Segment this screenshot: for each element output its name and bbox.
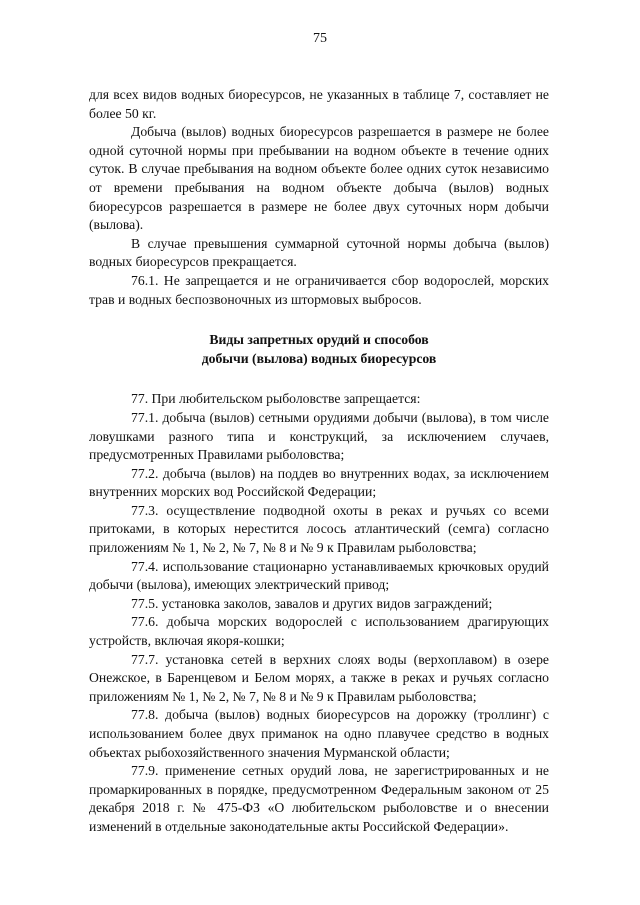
section-heading-line: Виды запретных орудий и способов bbox=[209, 332, 429, 348]
paragraph: 77.2. добыча (вылов) на поддев во внутренних водах, за исключением внутренних морских вод Российской Федерации; bbox=[89, 465, 549, 500]
paragraph: 77.9. применение сетных орудий лова, не зарегистрированных и не промаркированных в порядке, предусмотренном Федеральным законом от 25 декабря 2018 г. № 475-ФЗ «О любительском рыболовстве и о внесении изменений в отдельные законодательные акты Российской Федерации». bbox=[89, 763, 549, 834]
paragraph: В случае превышения суммарной суточной нормы добыча (вылов) водных биоресурсов прекращается. bbox=[89, 235, 549, 270]
section-heading-line: добычи (вылова) водных биоресурсов bbox=[201, 350, 437, 366]
paragraph: 76.1. Не запрещается и не ограничивается сбор водорослей, морских трав и водных беспозвоночных из штормовых выбросов. bbox=[89, 272, 549, 307]
paragraph: Добыча (вылов) водных биоресурсов разрешается в размере не более одной суточной нормы при пребывании на водном объекте в течение одних суток. В случае пребывания на водном объекте более одних суток независимо от времени пребывания на водном объекте добыча (вылов) водных биоресурсов разрешается в размере не более двух суточных норм добычи (вылова). bbox=[89, 124, 549, 233]
section-heading bbox=[89, 331, 549, 368]
paragraph: 77.5. установка заколов, завалов и других видов заграждений; bbox=[131, 595, 493, 611]
paragraph: для всех видов водных биоресурсов, не указанных в таблице 7, составляет не более 50 кг. bbox=[89, 87, 549, 121]
paragraph: 77.6. добыча морских водорослей с использованием драгирующих устройств, включая якоря-кошки; bbox=[89, 614, 549, 649]
paragraph: 77.7. установка сетей в верхних слоях воды (верхоплавом) в озере Онежское, в Баренцевом и Белом морях, а также в реках и ручьях согласно приложениям № 1, № 2, № 7, № 8 и № 9 к Правилам рыболовства; bbox=[89, 651, 549, 704]
paragraph: 77.1. добыча (вылов) сетными орудиями добычи (вылова), в том числе ловушками разного типа и конструкций, за исключением случаев, предусмотренных Правилами рыболовства; bbox=[89, 409, 549, 463]
paragraph: 77.8. добыча (вылов) водных биоресурсов на дорожку (троллинг) с использованием более двух приманок на одно плавучее средство в водных объектах рыбохозяйственного значения Мурманской области; bbox=[89, 707, 549, 760]
paragraph: 77.4. использование стационарно устанавливаемых крючковых орудий добычи (вылова), имеющих электрический привод; bbox=[89, 558, 549, 593]
paragraph: 77. При любительском рыболовстве запрещается: bbox=[131, 391, 421, 407]
document-body bbox=[89, 86, 549, 837]
paragraph: 77.3. осуществление подводной охоты в реках и ручьях со всеми притоками, в которых нерестится лосось атлантический (семга) согласно приложениям № 1, № 2, № 7, № 8 и № 9 к Правилам рыболовства; bbox=[89, 502, 549, 556]
page-number: 75 bbox=[313, 31, 327, 46]
